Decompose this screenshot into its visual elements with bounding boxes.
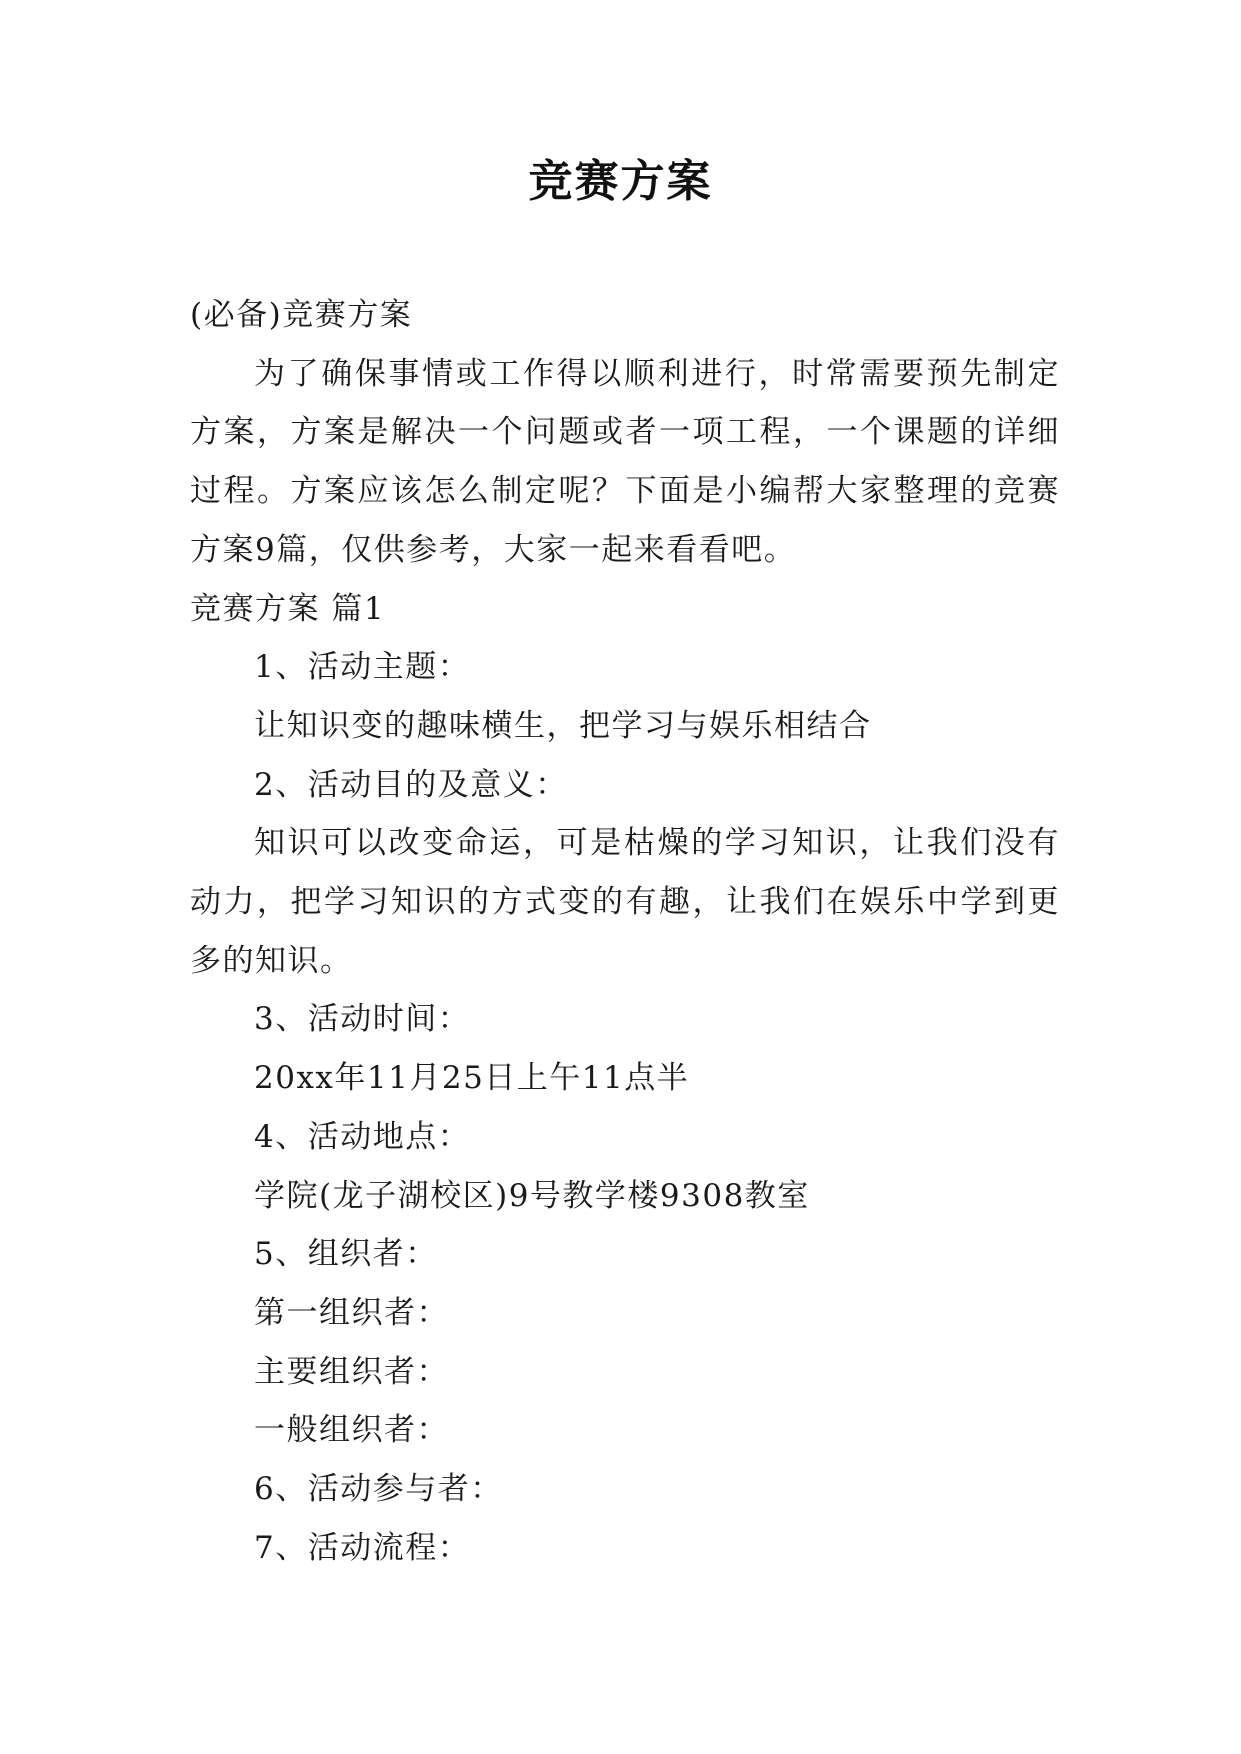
document-body — [190, 286, 1060, 1577]
theme-text: 让知识变的趣味横生，把学习与娱乐相结合 — [254, 707, 872, 744]
theme-label: 1、活动主题： — [254, 649, 471, 686]
intro-paragraph: 为了确保事情或工作得以顺利进行，时常需要预先制定方案，方案是解决一个问题或者一项工程，一个课题的详细过程。方案应该怎么制定呢？下面是小编帮大家整理的竞赛方案9篇，仅供参考，大家一起来看看吧。 — [190, 355, 1060, 568]
document-title: 竞赛方案 — [528, 156, 713, 207]
place-text: 学院(龙子湖校区)9号教学楼9308教室 — [254, 1177, 810, 1214]
section-heading: 竞赛方案 篇1 — [190, 590, 386, 627]
general-organizer: 一般组织者： — [254, 1412, 449, 1449]
purpose-paragraph: 知识可以改变命运，可是枯燥的学习知识，让我们没有动力，把学习知识的方式变的有趣，让我们在娱乐中学到更多的知识。 — [190, 825, 1060, 979]
participants-label: 6、活动参与者： — [254, 1471, 503, 1508]
time-label: 3、活动时间： — [254, 1001, 471, 1038]
place-label: 4、活动地点： — [254, 1118, 471, 1155]
first-organizer: 第一组织者： — [254, 1294, 449, 1331]
purpose-label: 2、活动目的及意义： — [254, 766, 568, 803]
document-subtitle: (必备)竞赛方案 — [190, 297, 413, 333]
time-text: 20xx年11月25日上午11点半 — [254, 1060, 690, 1097]
organizer-label: 5、组织者： — [254, 1236, 438, 1273]
main-organizer: 主要组织者： — [254, 1353, 449, 1390]
process-label: 7、活动流程： — [254, 1529, 471, 1566]
